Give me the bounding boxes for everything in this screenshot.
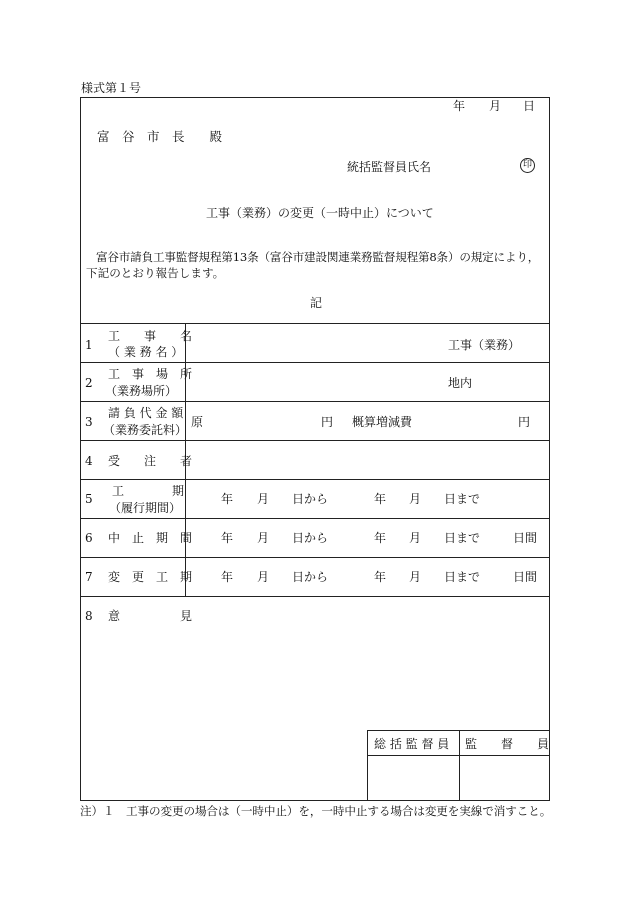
row-divider	[80, 401, 550, 402]
row-6-month: 月	[257, 531, 270, 545]
row-7-label: 変 更 工 期	[108, 570, 193, 584]
form-frame	[80, 97, 550, 801]
table-top-line	[80, 323, 550, 324]
addressee: 富 谷 市 長 殿	[97, 129, 223, 144]
row-4-number: 4	[85, 454, 93, 468]
form-number: 様式第１号	[81, 81, 142, 95]
row-divider	[80, 557, 550, 558]
row-7-until: 日まで	[444, 570, 481, 584]
row-3-yen-2: 円	[518, 415, 531, 429]
row-3-number: 3	[85, 415, 93, 429]
row-5-label: 工 期	[112, 484, 185, 498]
row-divider	[80, 479, 550, 480]
row-3-yen: 円	[321, 415, 334, 429]
row-5-month: 月	[257, 492, 270, 506]
row-7-days: 日間	[513, 570, 538, 584]
row-6-days: 日間	[513, 531, 538, 545]
row-5-year-2: 年	[374, 492, 387, 506]
signature-head-supervisor: 監 督 員	[465, 737, 550, 751]
row-5-from: 日から	[292, 492, 329, 506]
date-month: 月	[489, 99, 502, 113]
row-7-number: 7	[85, 570, 93, 584]
row-divider	[80, 440, 550, 441]
body-line-2: 下記のとおり報告します。	[86, 266, 225, 280]
row-6-label: 中 止 期 間	[108, 531, 193, 545]
body-line-1: 富谷市請負工事監督規程第13条（富谷市建設関連業務監督規程第8条）の規定により，	[96, 250, 540, 264]
row-3-gaisan: 概算増減費	[352, 415, 413, 429]
footnote: 注）１ 工事の変更の場合は（一時中止）を，一時中止する場合は変更を実線で消すこと。	[80, 804, 552, 818]
row-4-label: 受 注 者	[108, 454, 193, 468]
row-7-year-2: 年	[374, 570, 387, 584]
row-divider	[80, 596, 550, 597]
row-6-from: 日から	[292, 531, 329, 545]
row-5-sublabel: （履行期間）	[109, 501, 182, 515]
date-year: 年	[453, 99, 466, 113]
row-2-sublabel: （業務場所）	[105, 384, 178, 398]
row-8-number: 8	[85, 609, 93, 623]
row-5-year: 年	[221, 492, 234, 506]
row-6-until: 日まで	[444, 531, 481, 545]
document-title: 工事（業務）の変更（一時中止）について	[206, 206, 434, 220]
supervisor-name-label: 統括監督員氏名	[347, 160, 432, 174]
row-3-sublabel: （業務委託料）	[103, 423, 188, 437]
row-1-label: 工 事 名	[108, 329, 193, 343]
row-2-label: 工 事 場 所	[108, 367, 193, 381]
row-1-number: 1	[85, 338, 93, 352]
signature-head-chief: 総 括 監 督 員	[374, 737, 450, 751]
row-2-value: 地内	[448, 376, 473, 390]
row-5-until: 日まで	[444, 492, 481, 506]
signature-column-divider	[459, 730, 460, 801]
row-7-month-2: 月	[409, 570, 422, 584]
row-7-year: 年	[221, 570, 234, 584]
row-6-number: 6	[85, 531, 93, 545]
row-5-number: 5	[85, 492, 93, 506]
row-6-month-2: 月	[409, 531, 422, 545]
row-1-sublabel: （ 業 務 名 ）	[108, 345, 184, 359]
ki-mark: 記	[310, 296, 323, 310]
row-1-value: 工事（業務）	[448, 338, 521, 352]
row-6-year-2: 年	[374, 531, 387, 545]
row-3-gen: 原	[191, 415, 204, 429]
row-divider	[80, 362, 550, 363]
row-8-label: 意 見	[108, 609, 193, 623]
row-5-month-2: 月	[409, 492, 422, 506]
row-7-month: 月	[257, 570, 270, 584]
seal-mark: 印	[520, 158, 535, 173]
row-3-label: 請 負 代 金 額	[108, 406, 184, 420]
row-divider	[80, 518, 550, 519]
date-day: 日	[523, 99, 536, 113]
row-7-from: 日から	[292, 570, 329, 584]
row-2-number: 2	[85, 376, 93, 390]
row-6-year: 年	[221, 531, 234, 545]
